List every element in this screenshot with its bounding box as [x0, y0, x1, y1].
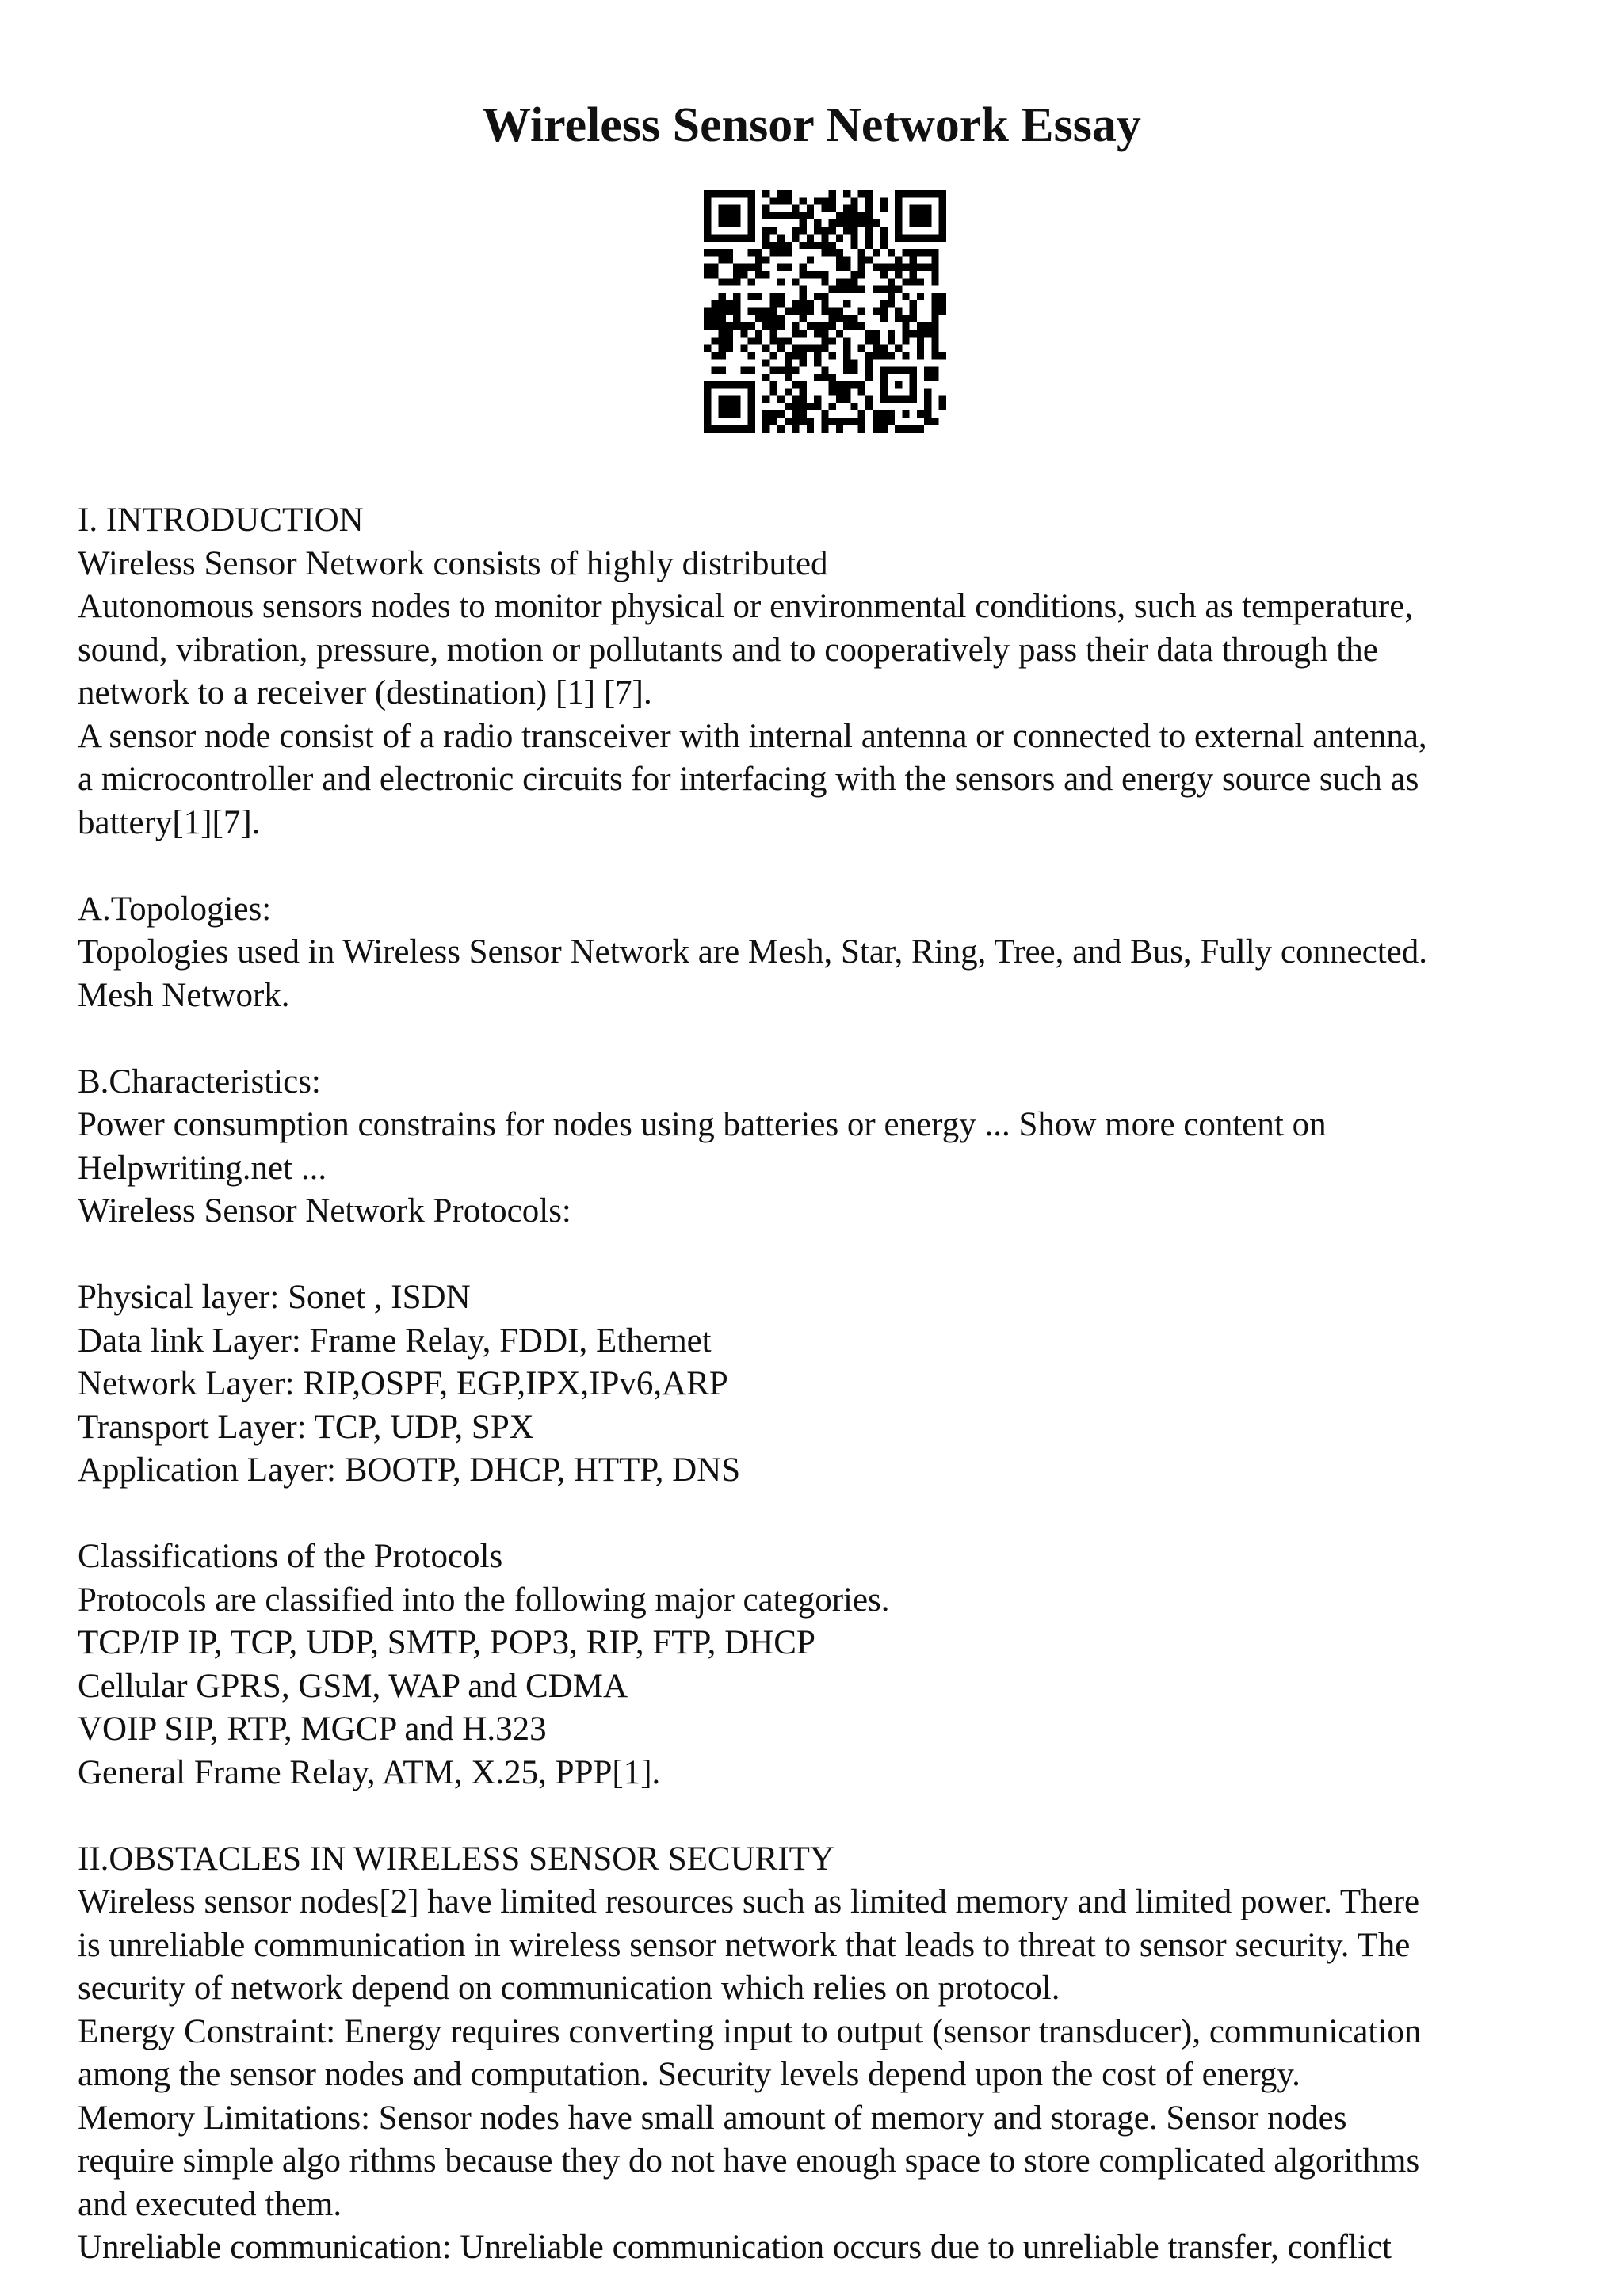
paragraph-gap — [78, 1493, 1568, 1536]
text-line: TCP/IP IP, TCP, UDP, SMTP, POP3, RIP, FTP, DHCP — [78, 1624, 815, 1661]
text-line: Transport Layer: TCP, UDP, SPX — [78, 1408, 534, 1446]
text-line: Wireless sensor nodes[2] have limited resources such as limited memory and limited power. There — [78, 1883, 1420, 1920]
text-line: Memory Limitations: Sensor nodes have small amount of memory and storage. Sensor nodes — [78, 2099, 1347, 2137]
text-line: require simple algo rithms because they do not have enough space to store complicated algorithms — [78, 2142, 1420, 2180]
text-line: Power consumption constrains for nodes using batteries or energy ... Show more content on — [78, 1106, 1327, 1143]
text-line: is unreliable communication in wireless sensor network that leads to threat to sensor security. The — [78, 1926, 1411, 1964]
text-line: B.Characteristics: — [78, 1062, 321, 1100]
text-line: A sensor node consist of a radio transceiver with internal antenna or connected to external antenna, — [78, 717, 1427, 755]
text-line: Protocols are classified into the following major categories. — [78, 1581, 890, 1619]
text-line: battery[1][7]. — [78, 803, 261, 841]
document-title: Wireless Sensor Network Essay — [482, 98, 1141, 152]
paragraph-gap — [78, 1017, 1568, 1061]
text-line: VOIP SIP, RTP, MGCP and H.323 — [78, 1711, 547, 1748]
text-line: Network Layer: RIP,OSPF, EGP,IPX,IPv6,ARP — [78, 1365, 728, 1402]
qr-code-icon — [704, 190, 946, 433]
essay-body — [78, 499, 1568, 2270]
text-line: Application Layer: BOOTP, DHCP, HTTP, DNS — [78, 1451, 741, 1489]
text-line: Wireless Sensor Network Protocols: — [78, 1192, 571, 1230]
text-line: and executed them. — [78, 2185, 342, 2223]
text-line: Classifications of the Protocols — [78, 1538, 503, 1575]
text-line: Physical layer: Sonet , ISDN — [78, 1279, 471, 1316]
paragraph-gap — [78, 1234, 1568, 1277]
text-line: Unreliable communication: Unreliable communication occurs due to unreliable transfer, conflict — [78, 2229, 1392, 2266]
text-line: General Frame Relay, ATM, X.25, PPP[1]. — [78, 1753, 661, 1791]
text-line: Topologies used in Wireless Sensor Network are Mesh, Star, Ring, Tree, and Bus, Fully connected. — [78, 933, 1427, 971]
text-line: a microcontroller and electronic circuits for interfacing with the sensors and energy source such as — [78, 761, 1419, 798]
text-line: Mesh Network. — [78, 976, 290, 1014]
text-line: Helpwriting.net ... — [78, 1149, 327, 1187]
text-line: II.OBSTACLES IN WIRELESS SENSOR SECURITY — [78, 1840, 834, 1878]
text-line: Autonomous sensors nodes to monitor physical or environmental conditions, such as temperature, — [78, 588, 1414, 625]
text-line: network to a receiver (destination) [1] [7]. — [78, 674, 652, 711]
text-line: sound, vibration, pressure, motion or pollutants and to cooperatively pass their data through the — [78, 631, 1378, 669]
text-line: Data link Layer: Frame Relay, FDDI, Ethernet — [78, 1322, 712, 1360]
text-line: I. INTRODUCTION — [78, 502, 364, 539]
text-line: among the sensor nodes and computation. Security levels depend upon the cost of energy. — [78, 2056, 1300, 2093]
paragraph-gap — [78, 845, 1568, 888]
text-line: Wireless Sensor Network consists of highly distributed — [78, 544, 828, 582]
text-line: Energy Constraint: Energy requires converting input to output (sensor transducer), communication — [78, 2012, 1422, 2050]
text-line: Cellular GPRS, GSM, WAP and CDMA — [78, 1667, 628, 1705]
paragraph-gap — [78, 1794, 1568, 1838]
text-line: A.Topologies: — [78, 890, 272, 928]
text-line: security of network depend on communication which relies on protocol. — [78, 1970, 1060, 2007]
